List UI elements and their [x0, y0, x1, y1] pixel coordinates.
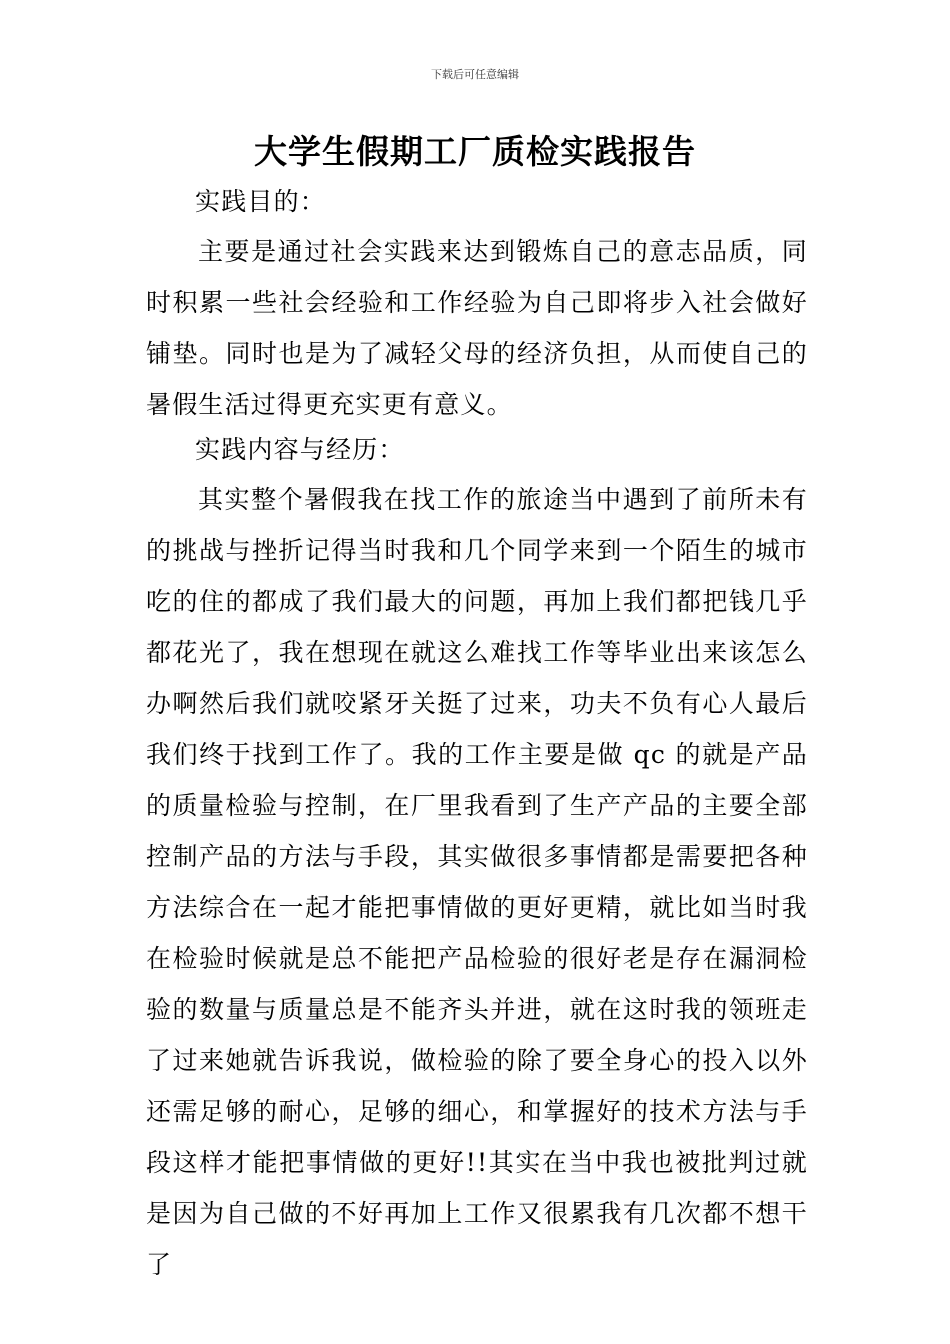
section-heading-purpose: 实践目的：: [195, 187, 327, 216]
paragraph-purpose: 主要是通过社会实践来达到锻炼自己的意志品质，同时积累一些社会经验和工作经验为自己即将步入社会做好铺垫。同时也是为了减轻父母的经济负担，从而使自己的暑假生活过得更充实更有意义。: [146, 237, 808, 419]
section-heading-content: 实践内容与经历：: [195, 435, 405, 464]
paragraph-content: 其实整个暑假我在找工作的旅途当中遇到了前所未有的挑战与挫折记得当时我和几个同学来到一个陌生的城市吃的住的都成了我们最大的问题，再加上我们都把钱几乎都花光了，我在想现在就这么难找工作等毕业出来该怎么办啊然后我们就咬紧牙关挺了过来，功夫不负有心人最后我们终于找到工作了。我的工作主要是做 qc 的就是产品的质量检验与控制，在厂里我看到了生产产品的主要全部控制产品的方法与手段，其实做很多事情都是需要把各种方法综合在一起才能把事情做的更好更精，就比如当时我在检验时候就是总不能把产品检验的很好老是存在漏洞检验的数量与质量总是不能齐头并进，就在这时我的领班走了过来她就告诉我说，做检验的除了要全身心的投入以外还需足够的耐心，足够的细心，和掌握好的技术方法与手段这样才能把事情做的更好!!其实在当中我也被批判过就是因为自己做的不好再加上工作又很累我有几次都不想干了: [146, 485, 808, 1279]
document-title: 大学生假期工厂质检实践报告: [254, 132, 696, 171]
header-note: 下载后可任意编辑: [431, 68, 519, 81]
